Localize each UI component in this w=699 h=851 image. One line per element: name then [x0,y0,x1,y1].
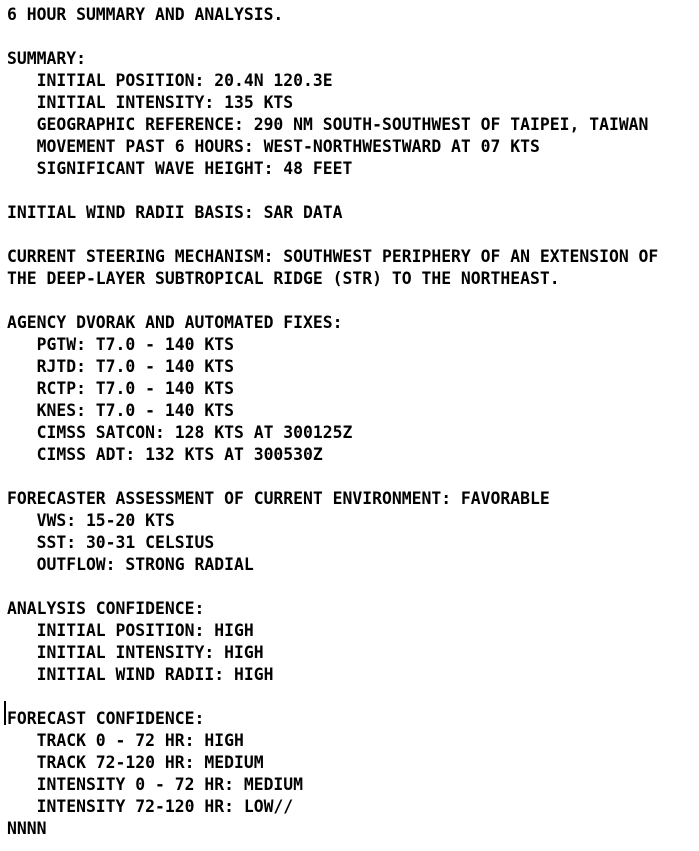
text-line: RCTP: T7.0 - 140 KTS [7,379,234,398]
text-line [7,290,658,312]
text-line [7,686,658,708]
text-line: SST: 30-31 CELSIUS [7,533,215,552]
text-line: SIGNIFICANT WAVE HEIGHT: 48 FEET [7,159,353,178]
text-line: KNES: T7.0 - 140 KTS [7,401,234,420]
text-line: ANALYSIS CONFIDENCE: [7,599,205,618]
text-line: SUMMARY: [7,49,86,68]
text-line [7,466,658,488]
text-line [7,576,658,598]
text-line: 6 HOUR SUMMARY AND ANALYSIS. [7,5,284,24]
text-line: INITIAL WIND RADII BASIS: SAR DATA [7,203,343,222]
text-line: CURRENT STEERING MECHANISM: SOUTHWEST PERIPHERY OF AN EXTENSION OF [7,247,659,266]
text-line: INITIAL POSITION: 20.4N 120.3E [7,71,333,90]
text-line: TRACK 0 - 72 HR: HIGH [7,731,244,750]
text-caret [4,701,6,725]
text-line: MOVEMENT PAST 6 HOURS: WEST-NORTHWESTWARD AT 07 KTS [7,137,540,156]
text-line [7,180,658,202]
text-line: CIMSS SATCON: 128 KTS AT 300125Z [7,423,353,442]
bulletin-text[interactable] [7,4,658,840]
text-line: INITIAL INTENSITY: HIGH [7,643,264,662]
text-line: FORECASTER ASSESSMENT OF CURRENT ENVIRONMENT: FAVORABLE [7,489,550,508]
text-line: AGENCY DVORAK AND AUTOMATED FIXES: [7,313,343,332]
text-line: INITIAL WIND RADII: HIGH [7,665,274,684]
text-line: OUTFLOW: STRONG RADIAL [7,555,254,574]
text-line: NNNN [7,819,47,838]
text-line: INITIAL INTENSITY: 135 KTS [7,93,294,112]
text-line: INTENSITY 72-120 HR: LOW// [7,797,294,816]
text-line: VWS: 15-20 KTS [7,511,175,530]
text-line: FORECAST CONFIDENCE: [7,709,205,728]
text-line: PGTW: T7.0 - 140 KTS [7,335,234,354]
text-line: INTENSITY 0 - 72 HR: MEDIUM [7,775,304,794]
text-line: THE DEEP-LAYER SUBTROPICAL RIDGE (STR) TO THE NORTHEAST. [7,269,560,288]
text-line [7,26,658,48]
text-line: RJTD: T7.0 - 140 KTS [7,357,234,376]
text-line [7,224,658,246]
text-line: CIMSS ADT: 132 KTS AT 300530Z [7,445,323,464]
text-line: GEOGRAPHIC REFERENCE: 290 NM SOUTH-SOUTHWEST OF TAIPEI, TAIWAN [7,115,649,134]
text-line: TRACK 72-120 HR: MEDIUM [7,753,264,772]
text-line: INITIAL POSITION: HIGH [7,621,254,640]
